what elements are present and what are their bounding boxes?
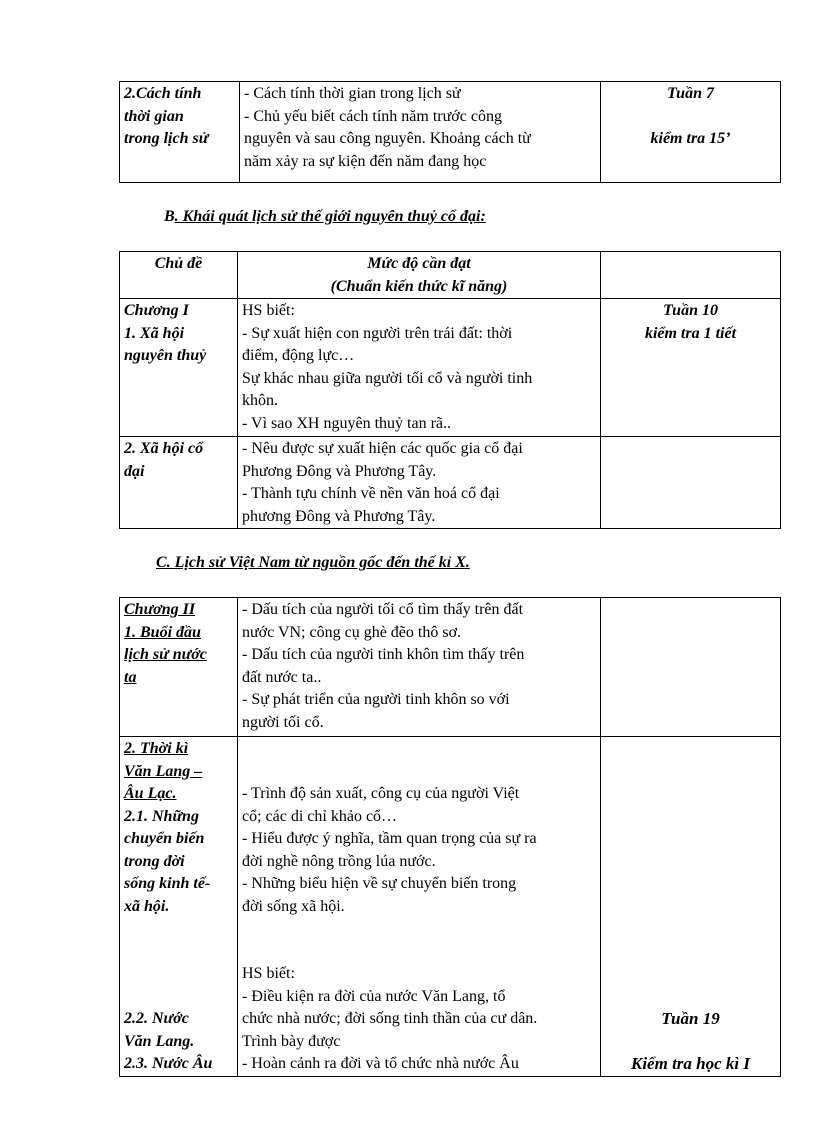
content-line: - Những biểu hiện về sự chuyển biến trong — [242, 875, 517, 892]
content-line: chức nhà nước; đời sống tinh thần của cư dân. — [242, 1010, 538, 1027]
test-label: kiểm tra 15’ — [650, 130, 731, 147]
table-row — [120, 737, 781, 1077]
topic-line: 2. Thời kì — [124, 740, 189, 757]
section-heading-c — [156, 552, 470, 574]
content-line: phương Đông và Phương Tây. — [242, 507, 436, 525]
content-line: HS biết: — [242, 965, 295, 982]
content-cell — [238, 598, 601, 737]
topic-line: 1. Buổi đầu — [124, 623, 201, 641]
topic-cell — [120, 82, 240, 183]
table-row — [120, 437, 781, 529]
content-line: khôn. — [242, 392, 278, 409]
topic-line: sống kinh tế- — [124, 875, 211, 892]
content-line: - Dấu tích của người tối cổ tìm thấy trên đất — [242, 601, 524, 618]
test-label: kiểm tra 1 tiết — [644, 324, 737, 342]
topic-cell — [120, 299, 238, 437]
header-level-line2: (Chuẩn kiến thức kĩ năng) — [330, 277, 508, 295]
heading-b-text: . Khái quát lịch sử thế giới nguyên thuỷ cổ đại: — [174, 208, 486, 225]
content-line: - Thành tựu chính về nền văn hoá cổ đại — [242, 485, 500, 502]
content-line: - Hiểu được ý nghĩa, tầm quan trọng của sự ra — [242, 830, 537, 847]
table-row — [120, 299, 781, 437]
topic-line: Chương I — [124, 302, 189, 319]
topic-line: chuyển biến — [124, 830, 205, 847]
content-line: - Chủ yếu biết cách tính năm trước công — [244, 107, 502, 125]
content-line: đất nước ta.. — [242, 668, 322, 686]
content-line: điểm, động lực… — [242, 347, 355, 364]
topic-line: Chương II — [124, 601, 196, 618]
schedule-cell — [601, 737, 781, 1077]
test-label: Kiểm tra học kì I — [630, 1054, 750, 1073]
week-label: Tuần 19 — [661, 1009, 720, 1028]
content-line: - Vì sao XH nguyên thuỷ tan rã.. — [242, 414, 451, 432]
empty-cell — [601, 437, 781, 529]
topic-line: trong đời — [124, 852, 185, 870]
topic-line: Âu Lạc. — [124, 785, 177, 802]
header-level-line1: Mức độ cần đạt — [367, 255, 471, 272]
content-line: nguyên và sau công nguyên. Khoảng cách từ — [244, 130, 531, 147]
content-line: - Sự xuất hiện con người trên trái đất: thời — [242, 324, 513, 342]
content-line: người tối cổ. — [242, 713, 324, 731]
content-line: - Điều kiện ra đời của nước Văn Lang, tổ — [242, 987, 506, 1005]
content-line: nước VN; công cụ ghè đẽo thô sơ. — [242, 623, 462, 641]
table-row — [120, 82, 781, 183]
content-cell — [238, 437, 601, 529]
week-label: Tuần 10 — [663, 302, 718, 319]
heading-b-prefix: B — [164, 208, 175, 225]
content-line: HS biết: — [242, 302, 295, 319]
content-cell — [238, 737, 601, 1077]
topic-line: 2.3. Nước Âu — [124, 1055, 213, 1072]
schedule-cell — [601, 299, 781, 437]
topic-line: ta — [124, 668, 137, 686]
content-line: đời nghề nông trồng lúa nước. — [242, 852, 436, 870]
topic-cell — [120, 437, 238, 529]
topic-line: 2.1. Những — [124, 807, 199, 825]
topic-line: 2.Cách tính — [124, 85, 202, 102]
table-row — [120, 598, 781, 737]
content-cell — [240, 82, 601, 183]
content-line: đời sống xã hội. — [242, 897, 345, 915]
topic-cell — [120, 598, 238, 737]
header-level — [238, 252, 601, 299]
topic-line: lịch sử nước — [124, 646, 207, 663]
content-line: - Nêu được sự xuất hiện các quốc gia cổ đại — [242, 440, 523, 457]
empty-cell — [601, 598, 781, 737]
content-line: năm xảy ra sự kiện đến năm đang học — [244, 152, 487, 170]
week-label: Tuần 7 — [667, 85, 714, 102]
schedule-cell — [601, 82, 781, 183]
heading-c-text: C. Lịch sử Việt Nam từ nguồn gốc đến thế kỉ X. — [156, 554, 470, 571]
header-empty — [601, 252, 781, 299]
table-header-row — [120, 252, 781, 299]
topic-line: 1. Xã hội — [124, 324, 185, 342]
content-cell — [238, 299, 601, 437]
topic-line: xã hội. — [124, 897, 170, 915]
content-line: - Hoàn cảnh ra đời và tổ chức nhà nước Âu — [242, 1055, 519, 1072]
section-heading-b — [164, 206, 486, 228]
topic-line: thời gian — [124, 107, 184, 125]
topic-line: Văn Lang – — [124, 762, 203, 780]
table-world-history — [119, 251, 781, 529]
topic-line: trong lịch sử — [124, 130, 209, 147]
content-line: - Trình độ sản xuất, công cụ của người Việt — [242, 785, 520, 802]
topic-line: 2. Xã hội cổ — [124, 440, 204, 457]
header-topic: Chủ đề — [120, 252, 238, 299]
topic-line: đại — [124, 462, 145, 480]
content-line: Trình bày được — [242, 1032, 341, 1050]
content-line: - Dấu tích của người tinh khôn tìm thấy trên — [242, 646, 525, 663]
content-line: Phương Đông và Phương Tây. — [242, 462, 437, 480]
content-line: - Cách tính thời gian trong lịch sử — [244, 85, 461, 102]
content-line: Sự khác nhau giữa người tối cổ và người tinh — [242, 369, 533, 387]
topic-cell — [120, 737, 238, 1077]
topic-line: 2.2. Nước — [124, 1010, 189, 1027]
topic-line: nguyên thuỷ — [124, 347, 207, 364]
content-line: - Sự phát triển của người tinh khôn so với — [242, 691, 510, 708]
content-line: cổ; các di chỉ khảo cổ… — [242, 807, 398, 825]
table-vietnam-history — [119, 597, 781, 1077]
topic-line: Văn Lang. — [124, 1032, 195, 1050]
table-time-calculation — [119, 81, 781, 183]
